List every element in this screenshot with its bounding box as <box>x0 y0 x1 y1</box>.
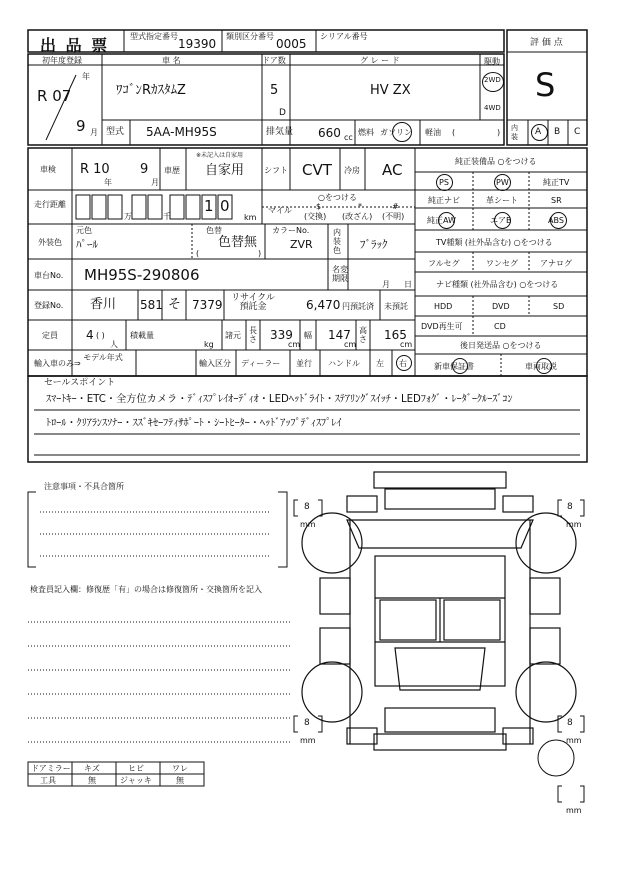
model-code: 5AA-MH95S <box>146 125 217 139</box>
odo-hash: # <box>392 202 399 211</box>
reg-kana: そ <box>168 297 182 312</box>
drive-2wd: 2WD <box>484 76 501 84</box>
later-title: 後日発送品 ○をつける <box>460 341 542 350</box>
legend-jack-value: 無 <box>176 776 184 785</box>
orig-color-label: 元色 <box>76 226 92 235</box>
tv-title: TV種類 (社外品含む) ○をつける <box>436 238 553 247</box>
oem-leather: 革シート <box>486 196 518 205</box>
repaint-label: 色替 <box>206 226 222 235</box>
inspector-label: 検査員記入欄：修復歴「有」の場合は修復箇所・交換箇所を記入 <box>30 585 262 594</box>
repaint-paren-close: ) <box>258 249 262 258</box>
sales-label: セールスポイント <box>44 378 116 388</box>
load-label: 積載量 <box>130 331 154 340</box>
legend-crack: ヒビ <box>128 764 144 773</box>
serial-label: シリアル番号 <box>320 32 368 41</box>
odo-dollar-note: (交換) <box>304 212 327 221</box>
regno-label: 登録No. <box>34 301 64 310</box>
name-change-day: 日 <box>404 280 412 289</box>
tire-rear-left: 8 <box>304 718 310 728</box>
drive-label: 駆動 <box>484 57 500 66</box>
legend-mirror: ドアミラー <box>31 764 71 773</box>
repaint-paren-open: ( <box>196 249 200 258</box>
legend-tools-value: 無 <box>88 776 96 785</box>
mileage-label: 走行距離 <box>34 200 66 209</box>
shift-label: シフト <box>264 166 288 175</box>
oem-navi: 純正ナビ <box>428 196 460 205</box>
oem-airbag: エアB <box>490 216 512 225</box>
inspection-month: 9 <box>140 162 149 177</box>
length-label: 長さ <box>249 326 257 344</box>
oem-tv: 純正TV <box>543 178 570 187</box>
mileage-digit-2: 0 <box>220 197 230 215</box>
exterior-label: 外装色 <box>38 238 62 247</box>
fuel-diesel: 軽油 <box>425 128 441 137</box>
use-value: 自家用 <box>205 163 245 178</box>
import-dealer: ディーラー <box>241 359 281 368</box>
fuel-other-close: ) <box>497 128 501 137</box>
legend-break: ワレ <box>172 764 188 773</box>
tire-front-right-unit: mm <box>566 520 582 529</box>
car-name-label: 車 名 <box>162 56 181 65</box>
score-label: 評 価 点 <box>530 38 563 48</box>
handle-left: 左 <box>376 359 384 368</box>
km-unit: km <box>244 213 257 222</box>
recycle-not-deposited: 未預託 <box>384 302 408 311</box>
shift-value: CVT <box>302 161 332 179</box>
ac-value: AC <box>382 161 403 179</box>
inspection-year-unit: 年 <box>104 178 112 187</box>
length: 339 <box>270 328 293 342</box>
height-unit: cm <box>400 340 413 349</box>
displacement: 660 <box>318 126 341 140</box>
inspection-month-unit: 月 <box>151 178 159 187</box>
car-diagram <box>302 472 576 750</box>
capacity-unit: 人 <box>110 340 118 349</box>
model-label: 型式 <box>106 127 125 137</box>
class-label: 類別区分番号 <box>226 32 274 41</box>
sales-line-2: ﾄﾛｰﾙ・ｸﾘｱﾗﾝｽｿﾅｰ・ｽｽﾞｷｾｰﾌﾃｨｻﾎﾟｰﾄ・ｼｰﾄﾋｰﾀｰ・ﾍｯﾄﾞｱｯﾌﾟﾃﾞｨｽﾌﾟﾚｲ <box>46 418 342 429</box>
first-reg-month: 9 <box>76 117 86 135</box>
tire-front-left-unit: mm <box>300 520 316 529</box>
interior-label: 内装 <box>511 124 518 141</box>
interior-color-label: 内装色 <box>333 228 341 255</box>
capacity-paren: ( ) <box>96 331 105 340</box>
width-label: 幅 <box>304 331 312 340</box>
interior-a: A <box>535 127 542 137</box>
colorno-label: カラーNo. <box>272 226 310 235</box>
width-unit: cm <box>344 340 357 349</box>
navi-hdd: HDD <box>434 302 453 311</box>
later-warranty: 新車保証書 <box>434 362 474 371</box>
grade-label: グ レ ー ド <box>360 56 400 65</box>
color-number: ZVR <box>290 238 313 251</box>
navi-dvd-play: DVD再生可 <box>421 322 463 331</box>
name-change-month: 月 <box>382 280 390 289</box>
interior-color: ﾌﾞﾗｯｸ <box>360 238 388 251</box>
type-cert-label: 型式指定番号 <box>130 32 178 41</box>
oem-ps: PS <box>439 178 449 187</box>
recycle-deposited: 円預託済 <box>342 302 374 311</box>
later-manual: 車両取説 <box>525 362 557 371</box>
navi-title: ナビ種類 (社外品含む) ○をつける <box>436 280 559 289</box>
capacity: 4 <box>86 328 94 342</box>
reg-region: 香川 <box>90 297 117 312</box>
use-note: ※未記入は自家用 <box>196 152 244 159</box>
name-change-label: 名変期限 <box>332 265 348 283</box>
height: 165 <box>384 328 407 342</box>
navi-cd: CD <box>494 322 506 331</box>
odometer-note: ○をつける <box>318 193 357 202</box>
mileage-sen-unit: 千 <box>163 212 171 221</box>
inspection-label: 車検 <box>40 165 56 174</box>
height-label: 高さ <box>359 326 367 344</box>
car-name: ﾜｺﾞﾝRｶｽﾀﾑZ <box>116 83 186 98</box>
handle-label: ハンドル <box>328 359 360 368</box>
odo-hash-note: (不明) <box>382 212 405 221</box>
recycle-amount: 6,470 <box>306 298 341 312</box>
oem-title: 純正装備品 ○をつける <box>455 157 537 166</box>
notes-label: 注意事項・不具合箇所 <box>44 482 124 491</box>
door-label: ドア数 <box>262 56 286 65</box>
width: 147 <box>328 328 351 342</box>
oem-aw: 純正AW <box>427 216 456 225</box>
fuel-gasoline: ガソリン <box>380 128 412 137</box>
tire-rear-right-unit: mm <box>566 736 582 745</box>
first-reg-month-unit: 月 <box>90 128 98 137</box>
navi-sd: SD <box>553 302 565 311</box>
odo-star-note: (改ざん) <box>342 212 373 221</box>
door-type: D <box>279 108 286 118</box>
dims-label: 諸元 <box>225 331 241 340</box>
oem-pw: PW <box>496 178 509 187</box>
door-count: 5 <box>270 83 279 98</box>
mileage-digit-1: 1 <box>204 197 214 215</box>
ac-label: 冷房 <box>344 166 360 175</box>
chassis-label: 車台No. <box>34 271 64 280</box>
tire-rear-right: 8 <box>567 718 573 728</box>
import-class-label: 輸入区分 <box>199 359 231 368</box>
mile-label: マイル <box>268 206 292 215</box>
reg-class: 581 <box>140 298 163 312</box>
recycle-label: リサイクル預託金 <box>231 293 275 312</box>
orig-color: ﾊﾟｰﾙ <box>76 238 98 251</box>
tv-analog: アナログ <box>540 259 572 268</box>
first-reg-year: R 07 <box>37 87 72 105</box>
fuel-other-open: ( <box>452 128 456 137</box>
type-cert-number: 19390 <box>178 37 217 51</box>
drive-4wd: 4WD <box>484 104 501 112</box>
grade: HV ZX <box>370 83 411 98</box>
length-unit: cm <box>288 340 301 349</box>
tire-spare-unit: mm <box>566 806 582 815</box>
handle-right: 右 <box>399 359 407 368</box>
odo-star: * <box>358 202 362 211</box>
evaluation-score: S <box>535 66 556 104</box>
displacement-label: 排気量 <box>266 127 294 137</box>
class-number: 0005 <box>276 37 307 51</box>
sales-line-1: ｽﾏｰﾄｷｰ・ETC・全方位カメラ・ﾃﾞｨｽﾌﾟﾚｲｵｰﾃﾞｨｵ・LEDﾍｯﾄﾞﾗｲﾄ・ｽﾃｱﾘﾝｸﾞｽｲｯﾁ・LEDﾌｫｸﾞ・ﾚｰﾀﾞｰｸﾙｰｽﾞｺﾝ <box>46 394 513 405</box>
tire-front-right: 8 <box>567 502 573 512</box>
import-label: 輸入車のみ⇒ <box>34 359 81 368</box>
legend-tools: 工具 <box>40 776 56 785</box>
interior-c: C <box>574 127 581 137</box>
chassis-number: MH95S-290806 <box>84 266 200 284</box>
import-parallel: 並行 <box>296 359 312 368</box>
tire-front-left: 8 <box>304 502 310 512</box>
oem-sr: SR <box>551 196 562 205</box>
form-title: 出 品 票 <box>40 36 110 55</box>
tv-oneseg: ワンセグ <box>486 259 518 268</box>
capacity-label: 定員 <box>42 331 58 340</box>
first-reg-year-unit: 年 <box>82 72 90 81</box>
repaint-value: 色替無 <box>218 235 258 250</box>
navi-dvd: DVD <box>492 302 510 311</box>
inspection-year: R 10 <box>80 162 110 177</box>
odo-dollar: $ <box>316 202 322 211</box>
cc-unit: cc <box>344 133 353 142</box>
tire-rear-left-unit: mm <box>300 736 316 745</box>
tv-fullseg: フルセグ <box>428 259 460 268</box>
oem-abs: ABS <box>548 216 564 225</box>
load-unit: kg <box>204 340 214 349</box>
interior-b: B <box>554 127 561 137</box>
use-label: 車歴 <box>164 166 180 175</box>
legend-jack: ジャッキ <box>120 776 152 785</box>
legend-scratch: キズ <box>84 764 100 773</box>
reg-number: 7379 <box>192 298 223 312</box>
mileage-man-unit: 万 <box>124 212 132 221</box>
fuel-label: 燃料 <box>358 128 374 137</box>
model-year-label: モデル年式 <box>83 353 123 362</box>
first-reg-label: 初年度登録 <box>42 56 82 65</box>
